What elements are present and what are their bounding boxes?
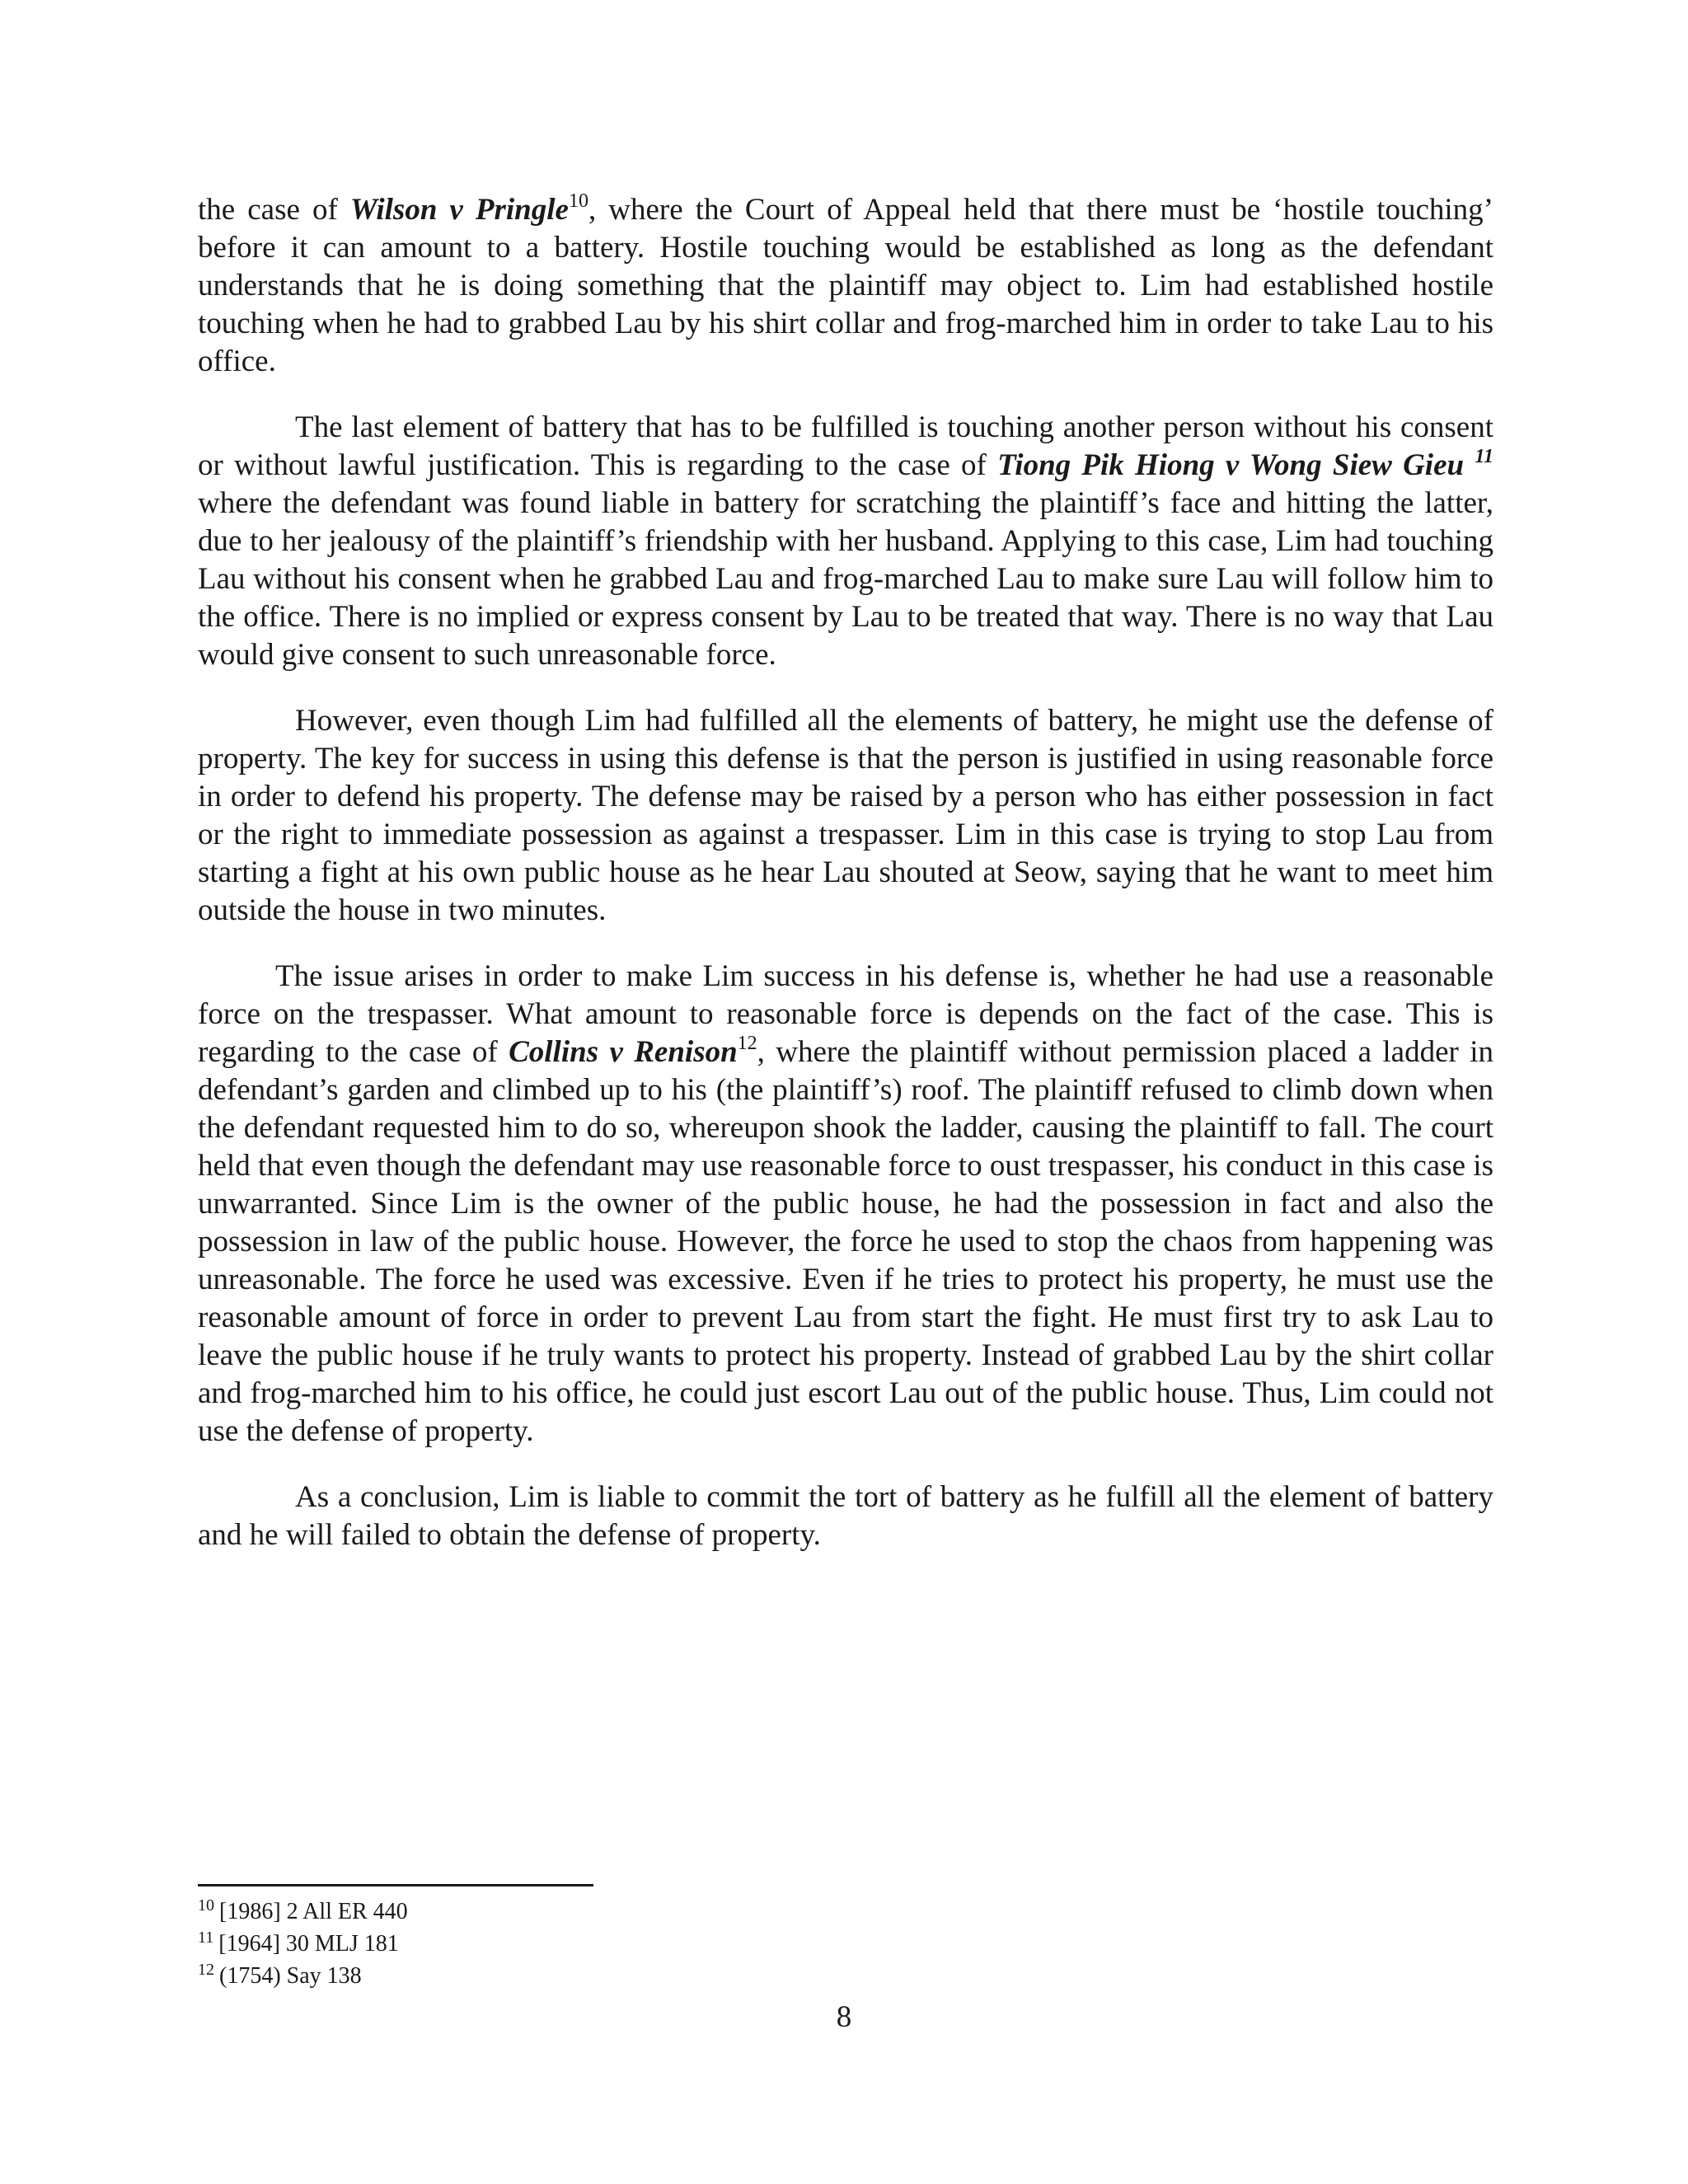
- case-name-collins-v-renison: Collins v Renison: [509, 1035, 738, 1069]
- paragraph-wilson-v-pringle: [198, 191, 1493, 381]
- footnote-text: [1964] 30 MLJ 181: [218, 1931, 399, 1957]
- paragraph-text: The issue arises in order to make Lim success in his defense is, whether he had use a reasonable force on the trespasser. What amount to reasonable force is depends on the fact of the case. This is regarding to the case of: [198, 959, 1493, 1069]
- footnote-ref-11[interactable]: 11: [1475, 445, 1493, 467]
- paragraph-text: The last element of battery that has to be fulfilled is touching another person without his consent or without lawful justification. This is regarding to the case of: [198, 410, 1493, 482]
- paragraph-conclusion: [198, 1479, 1493, 1554]
- footnote-text: [1986] 2 All ER 440: [219, 1899, 408, 1924]
- paragraph-tiong-pik-hiong: [198, 409, 1493, 674]
- paragraph-collins-v-renison: [198, 958, 1493, 1451]
- footnote-ref-12[interactable]: 12: [737, 1032, 757, 1054]
- paragraph-text: , where the Court of Appeal held that there must be ‘hostile touching’ before it can amount to a battery. Hostile touching would be established as long as the defendant understands that he is doing something that the plaintiff may object to. Lim had established hostile touching when he had to grabbed Lau by his shirt collar and frog-marched him in order to take Lau to his office.: [198, 193, 1494, 378]
- footnote-text: (1754) Say 138: [219, 1963, 362, 1989]
- paragraph-text: As a conclusion, Lim is liable to commit the tort of battery as he fulfill all the element of battery and he will failed to obtain the defense of property.: [198, 1480, 1493, 1552]
- document-body: [198, 191, 1493, 1554]
- footnote-separator: [198, 1884, 593, 1886]
- footnote-ref-10[interactable]: 10: [568, 190, 588, 212]
- paragraph-defense-of-property: [198, 702, 1493, 930]
- case-name-tiong-pik-hiong: Tiong Pik Hiong v Wong Siew Gieu: [997, 448, 1475, 482]
- footnote-11: [198, 1928, 1187, 1960]
- page-number: 8: [836, 2000, 852, 2034]
- paragraph-text: , where the plaintiff without permission placed a ladder in defendant’s garden and climbed up to his (the plaintiff’s) roof. The plaintiff refused to climb down when the defendant requested him to do so, whereupon shook the ladder, causing the plaintiff to fall. The court held that even though the defendant may use reasonable force to oust trespasser, his conduct in this case is unwarranted. Since Lim is the owner of the public house, he had the possession in fact and also the possession in law of the public house. However, the force he used to stop the chaos from happening was unreasonable. The force he used was excessive. Even if he tries to protect his property, he must use the reasonable amount of force in order to prevent Lau from start the fight. He must first try to ask Lau to leave the public house if he truly wants to protect his property. Instead of grabbed Lau by the shirt collar and frog-marched him to his office, he could just escort Lau out of the public house. Thus, Lim could not use the defense of property.: [198, 1035, 1493, 1448]
- case-name-wilson-v-pringle: Wilson v Pringle: [349, 193, 569, 227]
- footnote-number: 12: [198, 1960, 214, 1979]
- footnote-number: 10: [198, 1896, 214, 1915]
- footnote-number: 11: [198, 1928, 214, 1947]
- footnote-10: [198, 1896, 1187, 1928]
- paragraph-text: the case of: [198, 193, 350, 227]
- paragraph-text: However, even though Lim had fulfilled all the elements of battery, he might use the defense of property. The key for success in using this defense is that the person is justified in using reasonable force in order to defend his property. The defense may be raised by a person who has either possession in fact or the right to immediate possession as against a trespasser. Lim in this case is trying to stop Lau from starting a fight at his own public house as he hear Lau shouted at Seow, saying that he want to meet him outside the house in two minutes.: [198, 704, 1493, 927]
- paragraph-text: where the defendant was found liable in battery for scratching the plaintiff’s face and hitting the latter, due to her jealousy of the plaintiff’s friendship with her husband. Applying to this case, Lim had touching Lau without his consent when he grabbed Lau and frog-marched Lau to make sure Lau will follow him to the office. There is no implied or express consent by Lau to be treated that way. There is no way that Lau would give consent to such unreasonable force.: [198, 486, 1493, 672]
- footnote-12: [198, 1960, 1187, 1992]
- footnotes: [198, 1896, 1187, 1992]
